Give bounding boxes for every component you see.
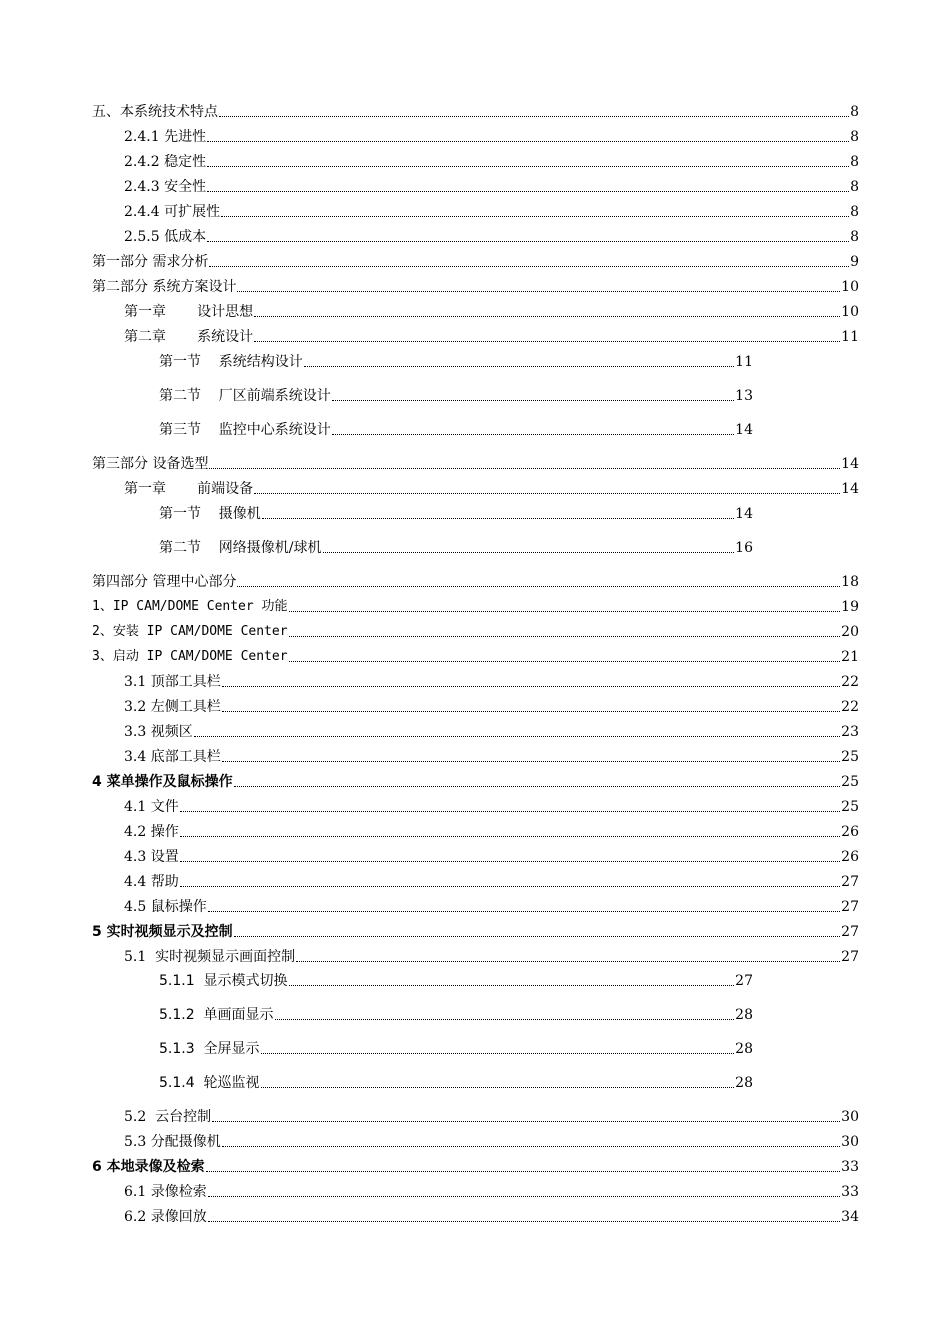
toc-entry-title: 第三节 监控中心系统设计: [159, 422, 331, 438]
toc-entry[interactable]: [124, 746, 859, 766]
toc-entry[interactable]: [92, 621, 859, 641]
dot-leader: [208, 910, 840, 912]
toc-entry[interactable]: [159, 419, 753, 439]
toc-entry-title: 4.4 帮助: [124, 874, 179, 890]
toc-entry-title: 第二节 厂区前端系统设计: [159, 388, 331, 404]
toc-entry-title: 第一章 前端设备: [124, 481, 254, 497]
toc-entry-page: 30: [841, 1109, 859, 1125]
dot-leader: [222, 685, 840, 687]
dot-leader: [332, 433, 734, 435]
dot-leader: [254, 492, 840, 494]
dot-leader: [289, 635, 841, 637]
toc-entry-page: 23: [841, 724, 859, 740]
toc-entry[interactable]: [159, 970, 753, 990]
toc-entry-title: 第四部分 管理中心部分: [92, 574, 237, 590]
toc-entry[interactable]: [92, 1156, 859, 1176]
toc-entry[interactable]: [124, 721, 859, 741]
toc-entry-page: 8: [850, 154, 859, 170]
dot-leader: [212, 1120, 840, 1122]
toc-entry[interactable]: [124, 326, 859, 346]
toc-entry-title: 第二部分 系统方案设计: [92, 279, 237, 295]
toc-entry-title: 第一节 摄像机: [159, 506, 261, 522]
dot-leader: [180, 885, 840, 887]
toc-entry[interactable]: [124, 1131, 859, 1151]
toc-entry-title: 第一章 设计思想: [124, 304, 254, 320]
toc-entry-page: 22: [841, 699, 859, 715]
toc-entry-title: 5.1 实时视频显示画面控制: [124, 949, 296, 965]
toc-entry-page: 27: [735, 973, 753, 989]
toc-entry-title: 4 菜单操作及鼠标操作: [92, 774, 233, 790]
toc-entry-page: 28: [735, 1041, 753, 1057]
toc-entry-title: 3.3 视频区: [124, 724, 193, 740]
toc-entry-page: 33: [841, 1184, 859, 1200]
toc-entry-page: 10: [841, 279, 859, 295]
dot-leader: [234, 785, 841, 787]
toc-entry[interactable]: [92, 453, 859, 473]
toc-entry[interactable]: [92, 596, 859, 616]
toc-entry-page: 25: [841, 799, 859, 815]
toc-entry-title: 5 实时视频显示及控制: [92, 924, 233, 940]
toc-entry-page: 34: [841, 1209, 859, 1225]
toc-entry-page: 27: [841, 949, 859, 965]
toc-entry-title: 6 本地录像及检索: [92, 1159, 205, 1175]
dot-leader: [289, 984, 735, 986]
toc-entry[interactable]: [124, 946, 859, 966]
toc-entry-page: 21: [841, 649, 859, 665]
toc-entry-page: 8: [850, 179, 859, 195]
toc-entry-page: 27: [841, 924, 859, 940]
toc-entry[interactable]: [92, 921, 859, 941]
toc-entry[interactable]: [124, 846, 859, 866]
toc-entry-page: 14: [841, 456, 859, 472]
toc-entry[interactable]: [124, 796, 859, 816]
dot-leader: [208, 1195, 840, 1197]
toc-entry-page: 28: [735, 1075, 753, 1091]
dot-leader: [234, 935, 841, 937]
toc-entry-title: 2.4.3 安全性: [124, 179, 207, 195]
toc-entry[interactable]: [159, 503, 753, 523]
toc-entry-page: 26: [841, 824, 859, 840]
toc-entry-title: 3.4 底部工具栏: [124, 749, 221, 765]
dot-leader: [206, 1170, 841, 1172]
toc-entry[interactable]: [92, 101, 859, 121]
toc-entry[interactable]: [124, 821, 859, 841]
toc-entry-title: 第二节 网络摄像机/球机: [159, 540, 322, 556]
toc-entry[interactable]: [124, 696, 859, 716]
dot-leader: [254, 315, 840, 317]
dot-leader: [289, 610, 841, 612]
toc-entry-page: 8: [850, 104, 859, 120]
toc-entry[interactable]: [92, 771, 859, 791]
toc-entry[interactable]: [159, 537, 753, 557]
toc-entry[interactable]: [124, 176, 859, 196]
toc-entry[interactable]: [124, 671, 859, 691]
toc-entry[interactable]: [92, 276, 859, 296]
dot-leader: [194, 735, 840, 737]
dot-leader: [221, 215, 849, 217]
toc-entry-page: 18: [841, 574, 859, 590]
toc-entry-page: 28: [735, 1007, 753, 1023]
toc-entry-page: 19: [841, 599, 859, 615]
toc-entry[interactable]: [92, 571, 859, 591]
toc-entry-title: 4.2 操作: [124, 824, 179, 840]
toc-entry[interactable]: [92, 251, 859, 271]
toc-entry-title: 4.5 鼠标操作: [124, 899, 207, 915]
toc-entry[interactable]: [124, 1181, 859, 1201]
toc-entry-page: 8: [850, 229, 859, 245]
toc-entry-page: 9: [850, 254, 859, 270]
toc-entry-title: 五、本系统技术特点: [92, 104, 218, 120]
dot-leader: [207, 165, 849, 167]
toc-entry[interactable]: [159, 385, 753, 405]
toc-entry-title: 5.1.3 全屏显示: [159, 1041, 260, 1057]
dot-leader: [207, 240, 849, 242]
dot-leader: [261, 1086, 735, 1088]
toc-entry[interactable]: [124, 478, 859, 498]
dot-leader: [332, 399, 734, 401]
toc-entry[interactable]: [124, 301, 859, 321]
dot-leader: [262, 517, 734, 519]
toc-entry-title: 3.2 左侧工具栏: [124, 699, 221, 715]
toc-entry-page: 30: [841, 1134, 859, 1150]
toc-entry[interactable]: [159, 1004, 753, 1024]
toc-entry[interactable]: [159, 1072, 753, 1092]
toc-entry-page: 13: [735, 388, 753, 404]
toc-entry-page: 22: [841, 674, 859, 690]
toc-entry-page: 11: [841, 329, 859, 345]
toc-entry[interactable]: [124, 871, 859, 891]
toc-entry[interactable]: [124, 126, 859, 146]
toc-entry-page: 16: [735, 540, 753, 556]
toc-entry-title: 5.1.1 显示模式切换: [159, 973, 288, 989]
toc-entry[interactable]: [159, 351, 753, 371]
toc-entry-title: 2.4.4 可扩展性: [124, 204, 221, 220]
toc-entry-page: 27: [841, 899, 859, 915]
toc-entry-title: 第三部分 设备选型: [92, 456, 209, 472]
toc-entry-title: 5.1.4 轮巡监视: [159, 1075, 260, 1091]
dot-leader: [237, 290, 840, 292]
dot-leader: [254, 340, 840, 342]
toc-entry-title: 6.2 录像回放: [124, 1209, 207, 1225]
dot-leader: [296, 960, 840, 962]
toc-entry-page: 14: [735, 506, 753, 522]
dot-leader: [275, 1018, 735, 1020]
dot-leader: [222, 710, 840, 712]
toc-entry-title: 2.5.5 低成本: [124, 229, 207, 245]
toc-entry-page: 14: [735, 422, 753, 438]
dot-leader: [207, 140, 849, 142]
dot-leader: [237, 585, 840, 587]
dot-leader: [180, 810, 840, 812]
toc-entry-title: 4.1 文件: [124, 799, 179, 815]
dot-leader: [289, 660, 841, 662]
toc-entry-page: 14: [841, 481, 859, 497]
toc-entry-title: 第二章 系统设计: [124, 329, 254, 345]
toc-entry-title: 6.1 录像检索: [124, 1184, 207, 1200]
dot-leader: [209, 265, 849, 267]
toc-entry[interactable]: [124, 1106, 859, 1126]
toc-entry[interactable]: [159, 1038, 753, 1058]
toc-entry[interactable]: [92, 646, 859, 666]
dot-leader: [180, 860, 840, 862]
dot-leader: [208, 1220, 840, 1222]
toc-entry-page: 25: [841, 749, 859, 765]
toc-entry-title: 2.4.1 先进性: [124, 129, 207, 145]
toc-entry-page: 33: [841, 1159, 859, 1175]
toc-entry-title: 3.1 顶部工具栏: [124, 674, 221, 690]
toc-entry[interactable]: [124, 226, 859, 246]
toc-entry-title: 3、启动 IP CAM/DOME Center: [92, 649, 288, 664]
toc-entry-page: 27: [841, 874, 859, 890]
toc-entry-page: 25: [841, 774, 859, 790]
toc-entry-title: 第一节 系统结构设计: [159, 354, 303, 370]
dot-leader: [219, 115, 849, 117]
toc-entry[interactable]: [124, 896, 859, 916]
dot-leader: [261, 1052, 735, 1054]
toc-entry-title: 5.2 云台控制: [124, 1109, 212, 1125]
toc-entry[interactable]: [124, 1206, 859, 1226]
toc-entry[interactable]: [124, 151, 859, 171]
dot-leader: [323, 551, 735, 553]
toc-entry-title: 2、安装 IP CAM/DOME Center: [92, 624, 288, 639]
dot-leader: [304, 365, 734, 367]
toc-entry-page: 26: [841, 849, 859, 865]
toc-entry-title: 2.4.2 稳定性: [124, 154, 207, 170]
toc-entry[interactable]: [124, 201, 859, 221]
toc-entry-page: 8: [850, 129, 859, 145]
dot-leader: [207, 190, 849, 192]
toc-entry-title: 4.3 设置: [124, 849, 179, 865]
toc-entry-title: 5.1.2 单画面显示: [159, 1007, 274, 1023]
dot-leader: [209, 467, 840, 469]
toc-entry-page: 10: [841, 304, 859, 320]
toc-entry-title: 1、IP CAM/DOME Center 功能: [92, 599, 288, 614]
toc-entry-page: 20: [841, 624, 859, 640]
toc-entry-page: 8: [850, 204, 859, 220]
toc-entry-title: 第一部分 需求分析: [92, 254, 209, 270]
dot-leader: [222, 760, 840, 762]
dot-leader: [180, 835, 840, 837]
dot-leader: [222, 1145, 840, 1147]
toc-entry-title: 5.3 分配摄像机: [124, 1134, 221, 1150]
toc-entry-page: 11: [735, 354, 753, 370]
